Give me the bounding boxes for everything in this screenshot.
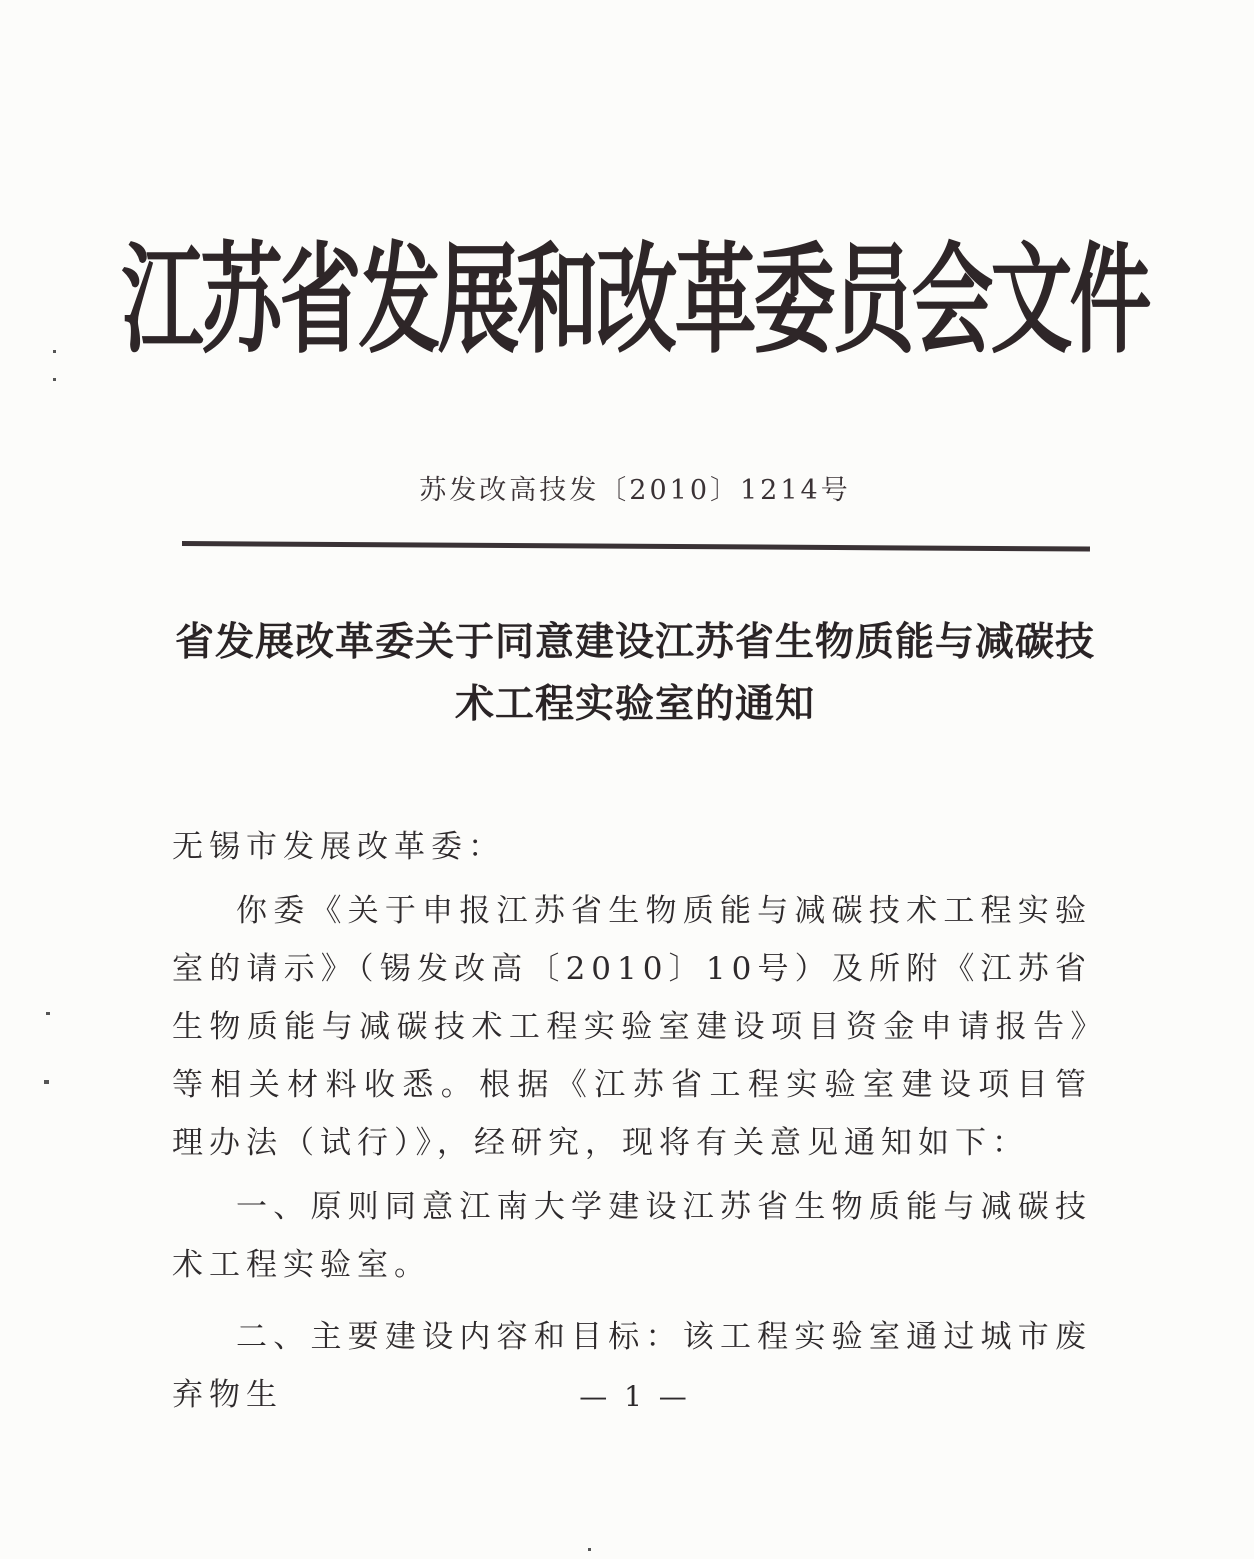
scan-speck bbox=[53, 350, 56, 353]
scan-speck bbox=[46, 1012, 50, 1015]
document-number: 苏发改高技发〔2010〕1214号 bbox=[419, 475, 851, 506]
notice-title: 省发展改革委关于同意建设江苏省生物质能与减碳技术工程实验室的通知 bbox=[175, 620, 1096, 727]
header-divider-line bbox=[182, 541, 1090, 552]
scan-speck bbox=[44, 1080, 49, 1084]
paragraph-1: 你委《关于申报江苏省生物质能与减碳技术工程实验室的请示》（锡发改高〔2010〕10号）及所附《江苏省生物质能与减碳技术工程实验室建设项目资金申请报告》等相关材料收悉。根据《江苏省工程实验室建设项目管理办法（试行）》，经研究，现将有关意见通知如下： bbox=[172, 893, 1092, 1161]
addressee: 无锡市发展改革委： bbox=[172, 829, 505, 865]
scan-speck bbox=[53, 378, 56, 381]
paragraph-3: 二、主要建设内容和目标：该工程实验室通过城市废弃物生 bbox=[172, 1319, 1092, 1413]
document-header-title: 江苏省发展和改革委员会文件 bbox=[121, 231, 1149, 370]
page-number: — 1 — bbox=[579, 1380, 691, 1413]
scan-speck bbox=[588, 1548, 591, 1551]
document-body bbox=[172, 818, 1092, 1424]
paragraph-2: 一、原则同意江南大学建设江苏省生物质能与减碳技术工程实验室。 bbox=[172, 1189, 1092, 1283]
